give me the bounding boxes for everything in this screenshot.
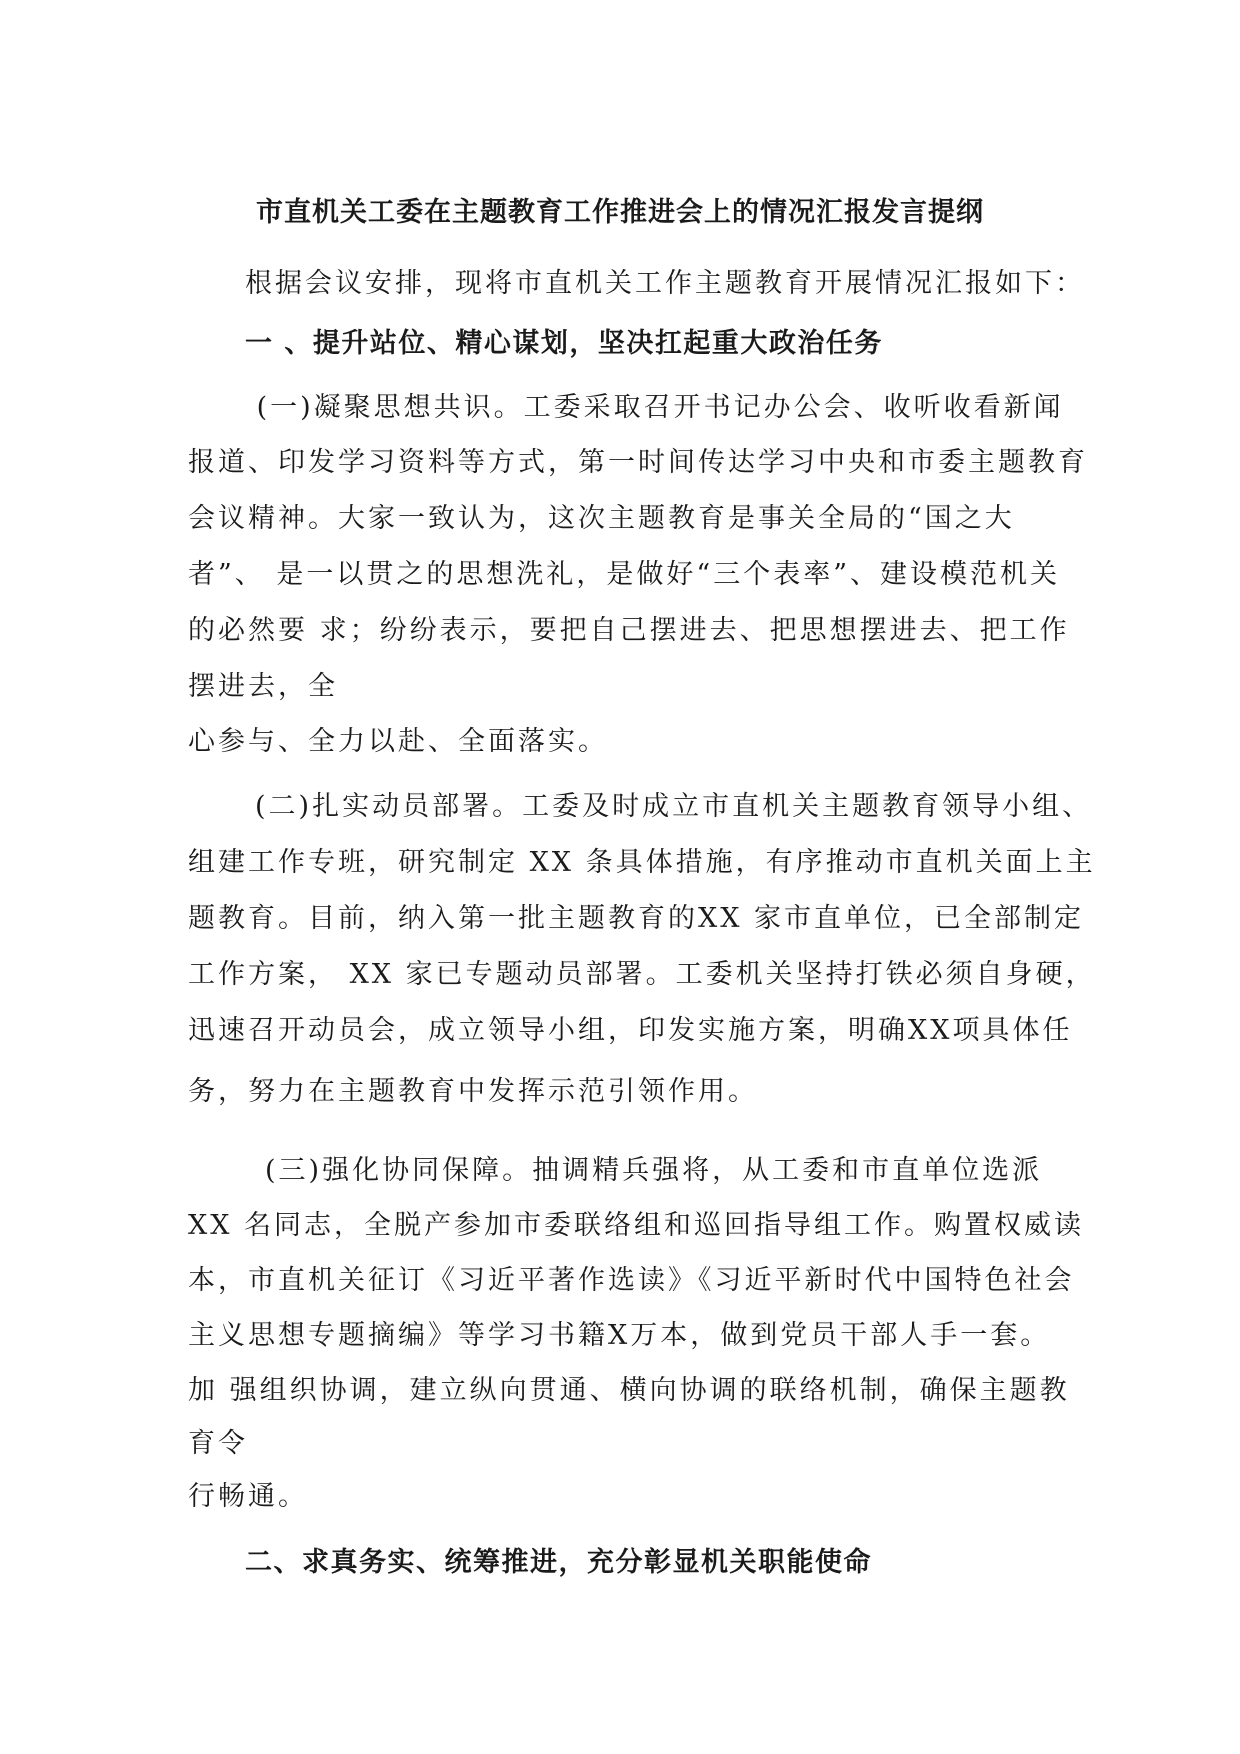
paragraph-3-line: XX 名同志，全脱产参加市委联络组和巡回指导组工作。购置权威读 xyxy=(188,1210,1085,1241)
paragraph-2-line: (二)扎实动员部署。工委及时成立市直机关主题教育领导小组、 xyxy=(255,791,1093,822)
paragraph-2-line: 迅速召开动员会，成立领导小组，印发实施方案，明确XX项具体任 xyxy=(188,1015,1073,1046)
paragraph-1-line: 的必然要 求；纷纷表示，要把自己摆进去、把思想摆进去、把工作 xyxy=(188,615,1070,646)
intro-paragraph: 根据会议安排，现将市直机关工作主题教育开展情况汇报如下： xyxy=(245,268,1085,299)
paragraph-3-line: 主义思想专题摘编》等学习书籍X万本，做到党员干部人手一套。 xyxy=(188,1320,1051,1351)
paragraph-2-line: 工作方案， XX 家已专题动员部署。工委机关坚持打铁必须自身硬， xyxy=(188,959,1096,990)
paragraph-3-line: 本，市直机关征订《习近平著作选读》《习近平新时代中国特色社会 xyxy=(188,1265,1075,1296)
paragraph-1-line: (一)凝聚思想共识。工委采取召开书记办公会、收听收看新闻 xyxy=(245,392,1064,423)
section-heading-1: 一 、提升站位、精心谋划，坚决扛起重大政治任务 xyxy=(245,328,883,359)
paragraph-3-line: 育令 xyxy=(188,1428,248,1459)
paragraph-1-line: 心参与、全力以赴、全面落实。 xyxy=(188,726,608,757)
paragraph-2-line: 组建工作专班，研究制定 XX 条具体措施，有序推动市直机关面上主 xyxy=(188,847,1096,878)
paragraph-3-line: 加 强组织协调，建立纵向贯通、横向协调的联络机制，确保主题教 xyxy=(188,1375,1070,1406)
document-title: 市直机关工委在主题教育工作推进会上的情况汇报发言提纲 xyxy=(256,197,984,228)
paragraph-1-line: 摆进去，全 xyxy=(188,671,338,702)
paragraph-1-line: 报道、印发学习资料等方式，第一时间传达学习中央和市委主题教育 xyxy=(188,447,1088,478)
paragraph-2-line: 题教育。目前，纳入第一批主题教育的XX 家市直单位，已全部制定 xyxy=(188,903,1085,934)
paragraph-1-line: 会议精神。大家一致认为，这次主题教育是事关全局的“国之大 xyxy=(188,503,1015,534)
paragraph-1-line: 者”、 是一以贯之的思想洗礼，是做好“三个表率”、建设模范机关 xyxy=(188,559,1060,590)
section-heading-2: 二、求真务实、统筹推进，充分彰显机关职能使命 xyxy=(245,1547,872,1578)
paragraph-3-line: 行畅通。 xyxy=(188,1481,308,1512)
paragraph-2-line: 务，努力在主题教育中发挥示范引领作用。 xyxy=(188,1076,758,1107)
paragraph-3-line: (三)强化协同保障。抽调精兵强将，从工委和市直单位选派 xyxy=(265,1155,1043,1186)
